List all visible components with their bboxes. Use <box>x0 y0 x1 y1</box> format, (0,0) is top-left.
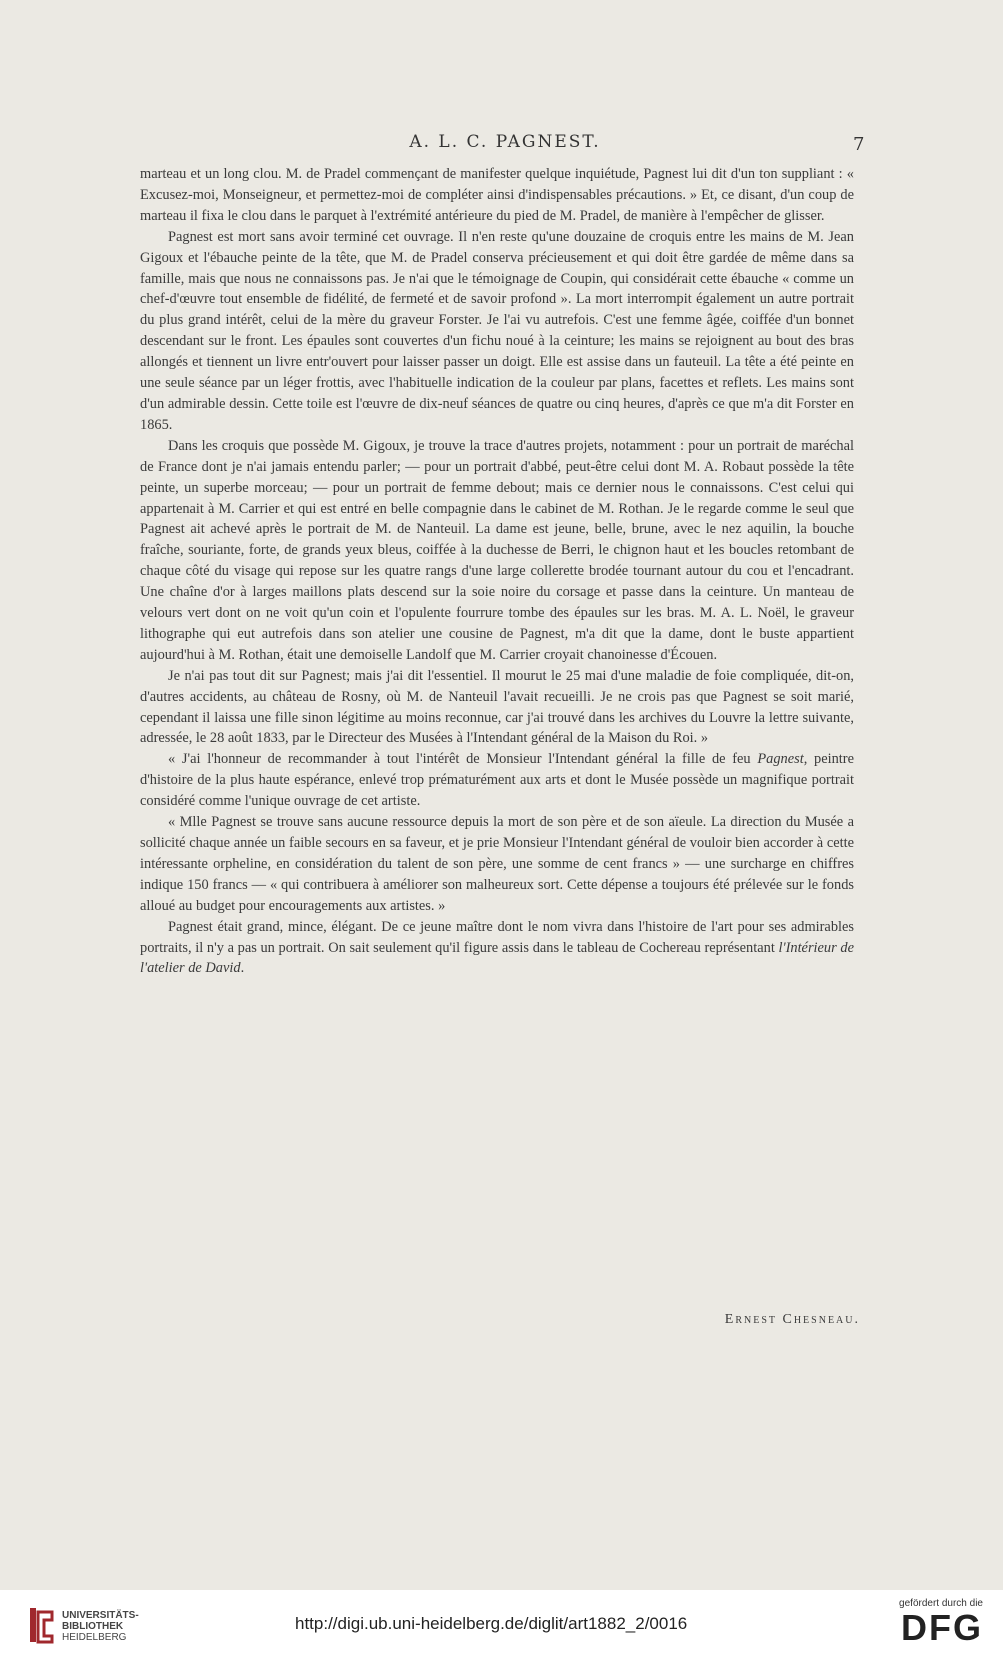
paragraph-7-start: Pagnest était grand, mince, élégant. De ce jeune maître dont le nom vivra dans l'histoire de l'art pour ses admirables portraits, il n'y a pas un portrait. On sait seulement qu'il figure assis dans le tableau de Cochereau représentant <box>140 918 854 956</box>
library-name <box>62 1610 139 1643</box>
paragraph-3: Dans les croquis que possède M. Gigoux, je trouve la trace d'autres projets, notamment : pour un portrait de maréchal de France dont je n'ai jamais entendu parler; — pour un portrait d'abbé, peut-être celui dont M. A. Robaut possède la tête peinte, un superbe morceau; — pour un portrait de femme debout; mais ce dernier nous le connaissons. C'est celui qui appartenait à M. Carrier et qui est entré en belle compagnie dans le cabinet de M. Rothan. Je le regarde comme le seul que Pagnest ait achevé après le portrait de M. de Nanteuil. La dame est jeune, belle, brune, avec le nez aquilin, la bouche fraîche, souriante, forte, de grands yeux bleus, coiffée à la duchesse de Berri, le chignon haut et les boucles retombant de chaque côté du visage qui repose sur les quatre rangs d'une large collerette brodée tournant autour du cou et l'encadrant. Une chaîne d'or à larges maillons plats descend sur la soie noire du corsage et passe dans la ceinture. Un manteau de velours vert dont on ne voit qu'un coin et l'opulente fourrure tombe des épaules sur les bras. M. A. L. Noël, le graveur lithographe qui eut autrefois dans son atelier une cousine de Pagnest, m'a dit que la dame, dont le buste appartient aujourd'hui à M. Rothan, était une demoiselle Landolf que M. Carrier croyait chanoinesse d'Écouen. <box>140 437 854 663</box>
paragraph-7-end: . <box>240 960 245 977</box>
paragraph-1: marteau et un long clou. M. de Pradel commençant de manifester quelque inquiétude, Pagnest lui dit d'un ton suppliant : « Excusez-moi, Monseigneur, et permettez-moi de compléter ainsi d'indispensables précautions. » Et, ce disant, d'un coup de marteau il fixa le clou dans le parquet à l'extrémité antérieure du pied de M. Pradel, de manière à l'empêcher de glisser. <box>140 166 854 224</box>
library-line-2: BIBLIOTHEK <box>62 1621 124 1632</box>
paragraph-4: Je n'ai pas tout dit sur Pagnest; mais j'ai dit l'essentiel. Il mourut le 25 mai d'une maladie de foie compliquée, dit-on, d'autres accidents, au château de Rosny, où M. de Nanteuil l'avait recueilli. Je ne crois pas que Pagnest se soit marié, cependant il laissa une fille sinon légitime au moins reconnue, car j'ai trouvé dans les archives du Louvre la lettre suivante, adressée, le 28 août 1833, par le Directeur des Musées à l'Intendant général de la Maison du Roi. » <box>140 667 854 747</box>
paragraph-7 <box>140 917 854 980</box>
paragraph-5-start: « J'ai l'honneur de recommander à tout l'intérêt de Monsieur l'Intendant général la fille de feu <box>168 751 758 768</box>
document-url-link[interactable]: http://digi.ub.uni-heidelberg.de/diglit/art1882_2/0016 <box>295 1614 688 1633</box>
library-logo-icon <box>28 1606 60 1644</box>
page-number: 7 <box>853 134 865 155</box>
sponsor-block <box>873 1598 983 1647</box>
paragraph-7-title: l'Intérieur de l'atelier de David <box>140 939 854 977</box>
paragraph-5-name: Pagnest <box>757 751 804 768</box>
paragraph-2: Pagnest est mort sans avoir terminé cet ouvrage. Il n'en reste qu'une douzaine de croquis entre les mains de M. Jean Gigoux et l'ébauche peinte de la tête, que M. de Pradel conserva précieusement et qui doit être gardée de même dans sa famille, mais que nous ne connaissons pas. Je n'ai que le témoignage de Coupin, qui considérait cette ébauche « comme un chef-d'œuvre tout ensemble de fidélité, de fermeté et de savoir profond ». La mort interrompit également un autre portrait du plus grand intérêt, celui de la mère du graveur Forster. Je l'ai vu autrefois. C'est une femme âgée, coiffée d'un bonnet descendant sur le front. Les épaules sont couvertes d'un fichu noué à la ceinture; les mains se rejoignent au bout des bras allongés et tiennent un livre entr'ouvert pour laisser passer un doigt. Elle est assise dans un fauteuil. La tête a été peinte en une seule séance par un léger frottis, avec l'habituelle indication de la couleur par plans, facettes et reflets. Les mains sont d'un admirable dessin. Cette toile est l'œuvre de dix-neuf séances de quatre ou cinq heures, d'après ce que m'a dit Forster en 1865. <box>140 228 854 433</box>
library-line-3: HEIDELBERG <box>62 1632 127 1643</box>
paragraph-5 <box>140 749 854 812</box>
sponsor-label: gefördert durch die <box>899 1598 983 1609</box>
author-signature: Ernest Chesneau. <box>724 1312 860 1327</box>
dfg-logo: DFG <box>901 1607 983 1648</box>
library-line-1: UNIVERSITÄTS- <box>62 1610 139 1621</box>
paragraph-6: « Mlle Pagnest se trouve sans aucune ressource depuis la mort de son père et de son aïeule. La direction du Musée a sollicité chaque année un faible secours en sa faveur, et je prie Monsieur l'Intendant général de vouloir bien accorder à cette intéressante orpheline, en considération du talent de son père, une somme de cent francs » — une surcharge en chiffres indique 150 francs — « qui contribuera à améliorer son malheureux sort. Cette dépense a toujours été prélevée sur le fonds alloué au budget pour encouragements aux artistes. » <box>140 814 854 914</box>
article-body <box>140 164 854 979</box>
footer-bar <box>0 1590 1003 1654</box>
paragraph-5-end: , peintre d'histoire de la plus haute espérance, enlevé trop prématurément aux arts et dont le Musée possède un magnifique portrait considéré comme l'unique ouvrage de cet artiste. <box>140 751 854 810</box>
running-title: A. L. C. PAGNEST. <box>409 132 601 152</box>
